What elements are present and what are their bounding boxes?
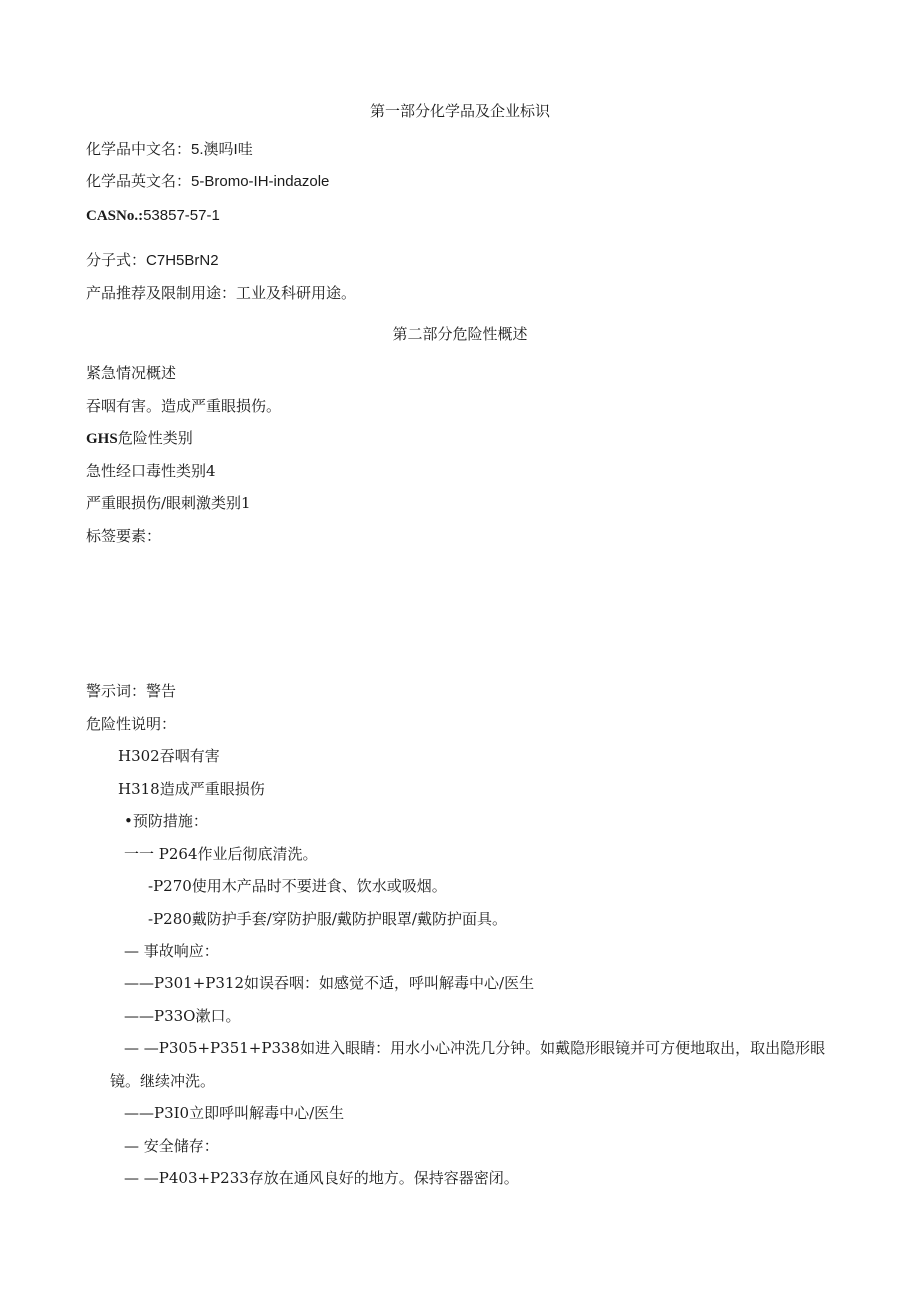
ghs-prefix: GHS xyxy=(86,431,118,447)
precaution-p403: — —P403+P233存放在通风良好的地方。保持容器密闭。 xyxy=(124,1169,519,1187)
storage-heading: — 安全储存： xyxy=(124,1137,219,1155)
precaution-p264: 一一 P264作业后彻底清洗。 xyxy=(124,845,318,863)
cas-label: CASNo.: xyxy=(86,208,144,224)
prevention-heading: •预防措施： xyxy=(124,812,208,830)
ghs-category-eye-damage: 严重眼损伤/眼刺激类别1 xyxy=(86,494,251,512)
cas-value: 53857-57-1 xyxy=(143,207,220,224)
precaution-p305-line1: — —P305+P351+P338如进入眼睛：用水小心冲洗几分钟。如戴隐形眼镜并可方便地取出，取出隐形眼 xyxy=(124,1039,826,1057)
precaution-p301: ——P301+P312如误吞咽：如感觉不适，呼叫解毒中心/医生 xyxy=(124,974,535,992)
chemical-cn-name xyxy=(86,139,253,160)
formula-value: C7H5BrN2 xyxy=(146,252,219,269)
en-name-label: 化学品英文名： xyxy=(86,172,192,190)
precaution-p330: ——P33O漱口。 xyxy=(124,1007,241,1025)
ghs-heading xyxy=(86,428,193,449)
precaution-p310: ——P3I0立即呼叫解毒中心/医生 xyxy=(124,1104,345,1122)
part1-title: 第一部分化学品及企业标识 xyxy=(369,102,550,120)
hazard-h302: H302吞咽有害 xyxy=(118,747,220,765)
precaution-p305-line2: 镜。继续冲洗。 xyxy=(110,1072,216,1090)
chemical-en-name xyxy=(86,171,329,192)
cn-name-label: 化学品中文名： xyxy=(86,140,192,158)
part2-title: 第二部分危险性概述 xyxy=(392,325,528,343)
signal-word: 警示词：警告 xyxy=(86,682,177,700)
emergency-heading: 紧急情况概述 xyxy=(86,364,177,382)
precaution-p270: -P270使用木产品时不要进食、饮水或吸烟。 xyxy=(148,877,447,895)
label-elements-heading: 标签要素： xyxy=(86,527,162,545)
emergency-text: 吞咽有害。造成严重眼损伤。 xyxy=(86,397,282,415)
formula-label: 分子式： xyxy=(86,251,147,269)
ghs-heading-text: 危险性类别 xyxy=(117,429,193,447)
recommended-usage: 产品推荐及限制用途：工业及科研用途。 xyxy=(86,284,357,302)
response-heading: — 事故响应： xyxy=(124,942,219,960)
hazard-statements-heading: 危险性说明： xyxy=(86,715,177,733)
ghs-category-oral-toxicity: 急性经口毒性类别4 xyxy=(86,462,216,480)
precaution-p280: -P280戴防护手套/穿防护服/戴防护眼罩/戴防护面具。 xyxy=(148,910,507,928)
hazard-h318: H318造成严重眼损伤 xyxy=(118,780,265,798)
cas-number xyxy=(86,205,220,226)
en-name-value: 5-Bromo-IH-indazole xyxy=(191,173,330,190)
cn-name-value: 5.澳吗I哇 xyxy=(191,141,253,158)
molecular-formula xyxy=(86,250,219,271)
